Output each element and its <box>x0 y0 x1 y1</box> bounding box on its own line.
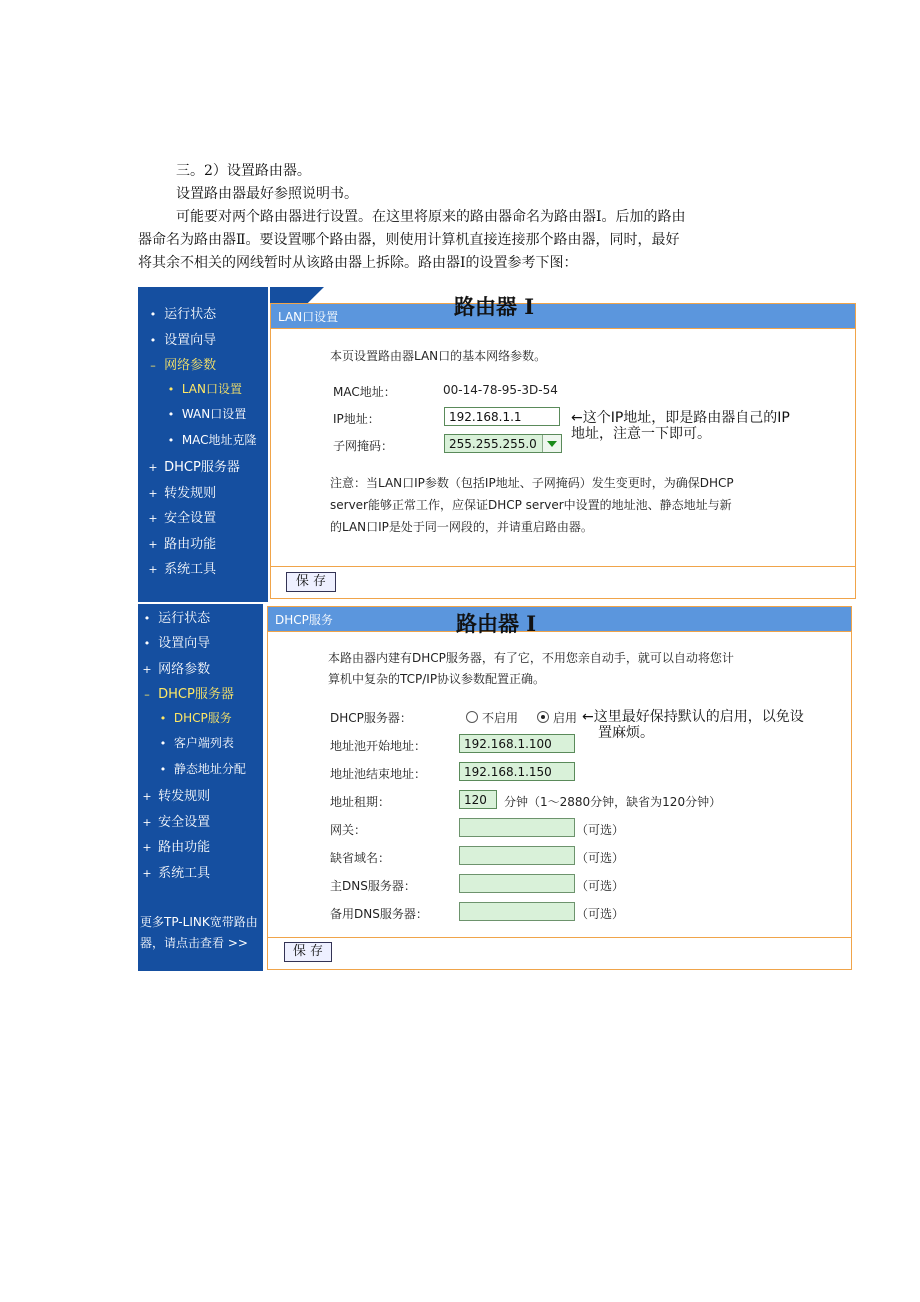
sidebar-item-forwarding[interactable]: + 转发规则 <box>142 789 211 804</box>
panel-footer <box>271 566 855 598</box>
sidebar-item-dhcp[interactable]: + DHCP服务器 <box>148 460 240 475</box>
annotation-ip-line-1: ←这个IP地址，即是路由器自己的IP <box>571 410 790 426</box>
sidebar-item-wan[interactable]: • WAN口设置 <box>167 407 247 421</box>
gateway-input[interactable] <box>459 818 575 837</box>
sidebar-item-routing[interactable]: + 路由功能 <box>142 840 211 855</box>
save-button[interactable]: 保 存 <box>286 572 336 592</box>
sidebar-menu <box>138 287 268 602</box>
primary-dns-label: 主DNS服务器： <box>330 879 416 893</box>
sidebar-item-mac-clone[interactable]: • MAC地址克隆 <box>167 433 257 447</box>
radio-enable[interactable] <box>537 711 549 723</box>
sidebar-item-routing[interactable]: + 路由功能 <box>148 537 217 552</box>
sidebar-item-client-list[interactable]: • 客户端列表 <box>159 736 234 750</box>
sidebar-item-system-tools[interactable]: + 系统工具 <box>148 562 217 577</box>
ip-label: IP地址： <box>333 412 380 426</box>
radio-disable[interactable] <box>466 711 478 723</box>
paragraph-2-line-3: 将其余不相关的网线暂时从该路由器上拆除。路由器Ⅰ的设置参考下图： <box>138 255 578 271</box>
sidebar-item-system-tools[interactable]: + 系统工具 <box>142 866 211 881</box>
panel-description: 本页设置路由器LAN口的基本网络参数。 <box>330 349 547 363</box>
sidebar-item-network[interactable]: + 网络参数 <box>142 662 211 677</box>
sidebar-item-network[interactable]: – 网络参数 <box>150 358 217 373</box>
screenshot-lan-settings <box>138 287 856 602</box>
header-tab-decoration <box>270 287 324 303</box>
annotation-dhcp-line-1: ←这里最好保持默认的启用，以免设 <box>582 709 804 725</box>
router-title: 路由器 I <box>454 294 535 319</box>
radio-disable-label: 不启用 <box>482 711 519 725</box>
sidebar-item-security[interactable]: + 安全设置 <box>148 511 217 526</box>
gateway-label: 网关： <box>330 823 367 837</box>
more-products-line-1[interactable]: 更多TP-LINK宽带路由 <box>140 915 258 929</box>
sidebar-item-lan[interactable]: • LAN口设置 <box>167 382 242 396</box>
pool-start-input[interactable]: 192.168.1.100 <box>459 734 575 753</box>
pool-end-input[interactable]: 192.168.1.150 <box>459 762 575 781</box>
annotation-dhcp-line-2: 置麻烦。 <box>598 725 654 741</box>
lease-time-label: 地址租期： <box>330 795 391 809</box>
sidebar-item-wizard[interactable]: • 设置向导 <box>149 333 217 348</box>
panel-description-line-1: 本路由器内建有DHCP服务器，有了它，不用您亲自动手，就可以自动将您计 <box>328 651 734 665</box>
note-line-2: server能够正常工作，应保证DHCP server中设置的地址池、静态地址与新 <box>330 498 732 512</box>
sidebar-item-wizard[interactable]: • 设置向导 <box>143 636 211 651</box>
subnet-mask-label: 子网掩码： <box>333 439 394 453</box>
lease-time-input[interactable]: 120 <box>459 790 497 809</box>
pool-start-label: 地址池开始地址： <box>330 739 427 753</box>
section-heading: 三。2）设置路由器。 <box>176 163 311 179</box>
sidebar-item-status[interactable]: • 运行状态 <box>149 307 217 322</box>
subnet-mask-select[interactable] <box>444 434 562 453</box>
paragraph-2-line-2: 器命名为路由器Ⅱ。要设置哪个路由器，则使用计算机直接连接那个路由器，同时，最好 <box>138 232 680 248</box>
panel-footer <box>268 937 851 969</box>
note-line-1: 注意：当LAN口IP参数（包括IP地址、子网掩码）发生变更时，为确保DHCP <box>330 476 734 490</box>
secondary-dns-input[interactable] <box>459 902 575 921</box>
paragraph-1: 设置路由器最好参照说明书。 <box>176 186 358 202</box>
domain-optional: （可选） <box>576 851 625 865</box>
ip-address-input[interactable]: 192.168.1.1 <box>444 407 560 426</box>
annotation-ip-line-2: 地址，注意一下即可。 <box>571 426 711 442</box>
default-domain-label: 缺省域名： <box>330 851 391 865</box>
document-body <box>138 160 778 275</box>
sidebar-item-dhcp[interactable]: – DHCP服务器 <box>144 687 234 702</box>
lan-settings-panel <box>270 303 856 599</box>
sidebar-menu <box>138 604 263 971</box>
dhcp-server-label: DHCP服务器： <box>330 711 412 725</box>
gateway-optional: （可选） <box>576 823 625 837</box>
sidebar-item-security[interactable]: + 安全设置 <box>142 815 211 830</box>
chevron-down-icon[interactable] <box>542 435 561 452</box>
more-products-link[interactable]: 器，请点击查看 >> <box>140 936 248 950</box>
panel-header <box>271 304 855 329</box>
panel-header <box>268 607 851 632</box>
sidebar-item-status[interactable]: • 运行状态 <box>143 611 211 626</box>
panel-title: LAN口设置 <box>278 310 339 324</box>
router-title: 路由器 I <box>456 611 537 636</box>
screenshot-dhcp-service <box>138 604 856 971</box>
radio-enable-label: 启用 <box>553 711 578 725</box>
primary-dns-input[interactable] <box>459 874 575 893</box>
panel-title: DHCP服务 <box>275 613 333 627</box>
dhcp-service-panel <box>267 606 852 970</box>
subnet-mask-value: 255.255.255.0 <box>449 437 537 451</box>
panel-description-line-2: 算机中复杂的TCP/IP协议参数配置正确。 <box>328 672 546 686</box>
sidebar-item-static-address[interactable]: • 静态地址分配 <box>159 762 246 776</box>
note-line-3: 的LAN口IP是处于同一网段的，并请重启路由器。 <box>330 520 593 534</box>
secondary-dns-label: 备用DNS服务器： <box>330 907 428 921</box>
primary-dns-optional: （可选） <box>576 879 625 893</box>
lease-time-hint: 分钟（1～2880分钟，缺省为120分钟） <box>504 795 722 809</box>
save-button[interactable]: 保 存 <box>284 942 332 962</box>
mac-label: MAC地址： <box>333 385 396 399</box>
sidebar-item-forwarding[interactable]: + 转发规则 <box>148 486 217 501</box>
sidebar-item-dhcp-service[interactable]: • DHCP服务 <box>159 711 232 725</box>
secondary-dns-optional: （可选） <box>576 907 625 921</box>
default-domain-input[interactable] <box>459 846 575 865</box>
mac-value: 00-14-78-95-3D-54 <box>443 383 558 397</box>
paragraph-2-line-1: 可能要对两个路由器进行设置。在这里将原来的路由器命名为路由器Ⅰ。后加的路由 <box>176 209 686 225</box>
pool-end-label: 地址池结束地址： <box>330 767 427 781</box>
